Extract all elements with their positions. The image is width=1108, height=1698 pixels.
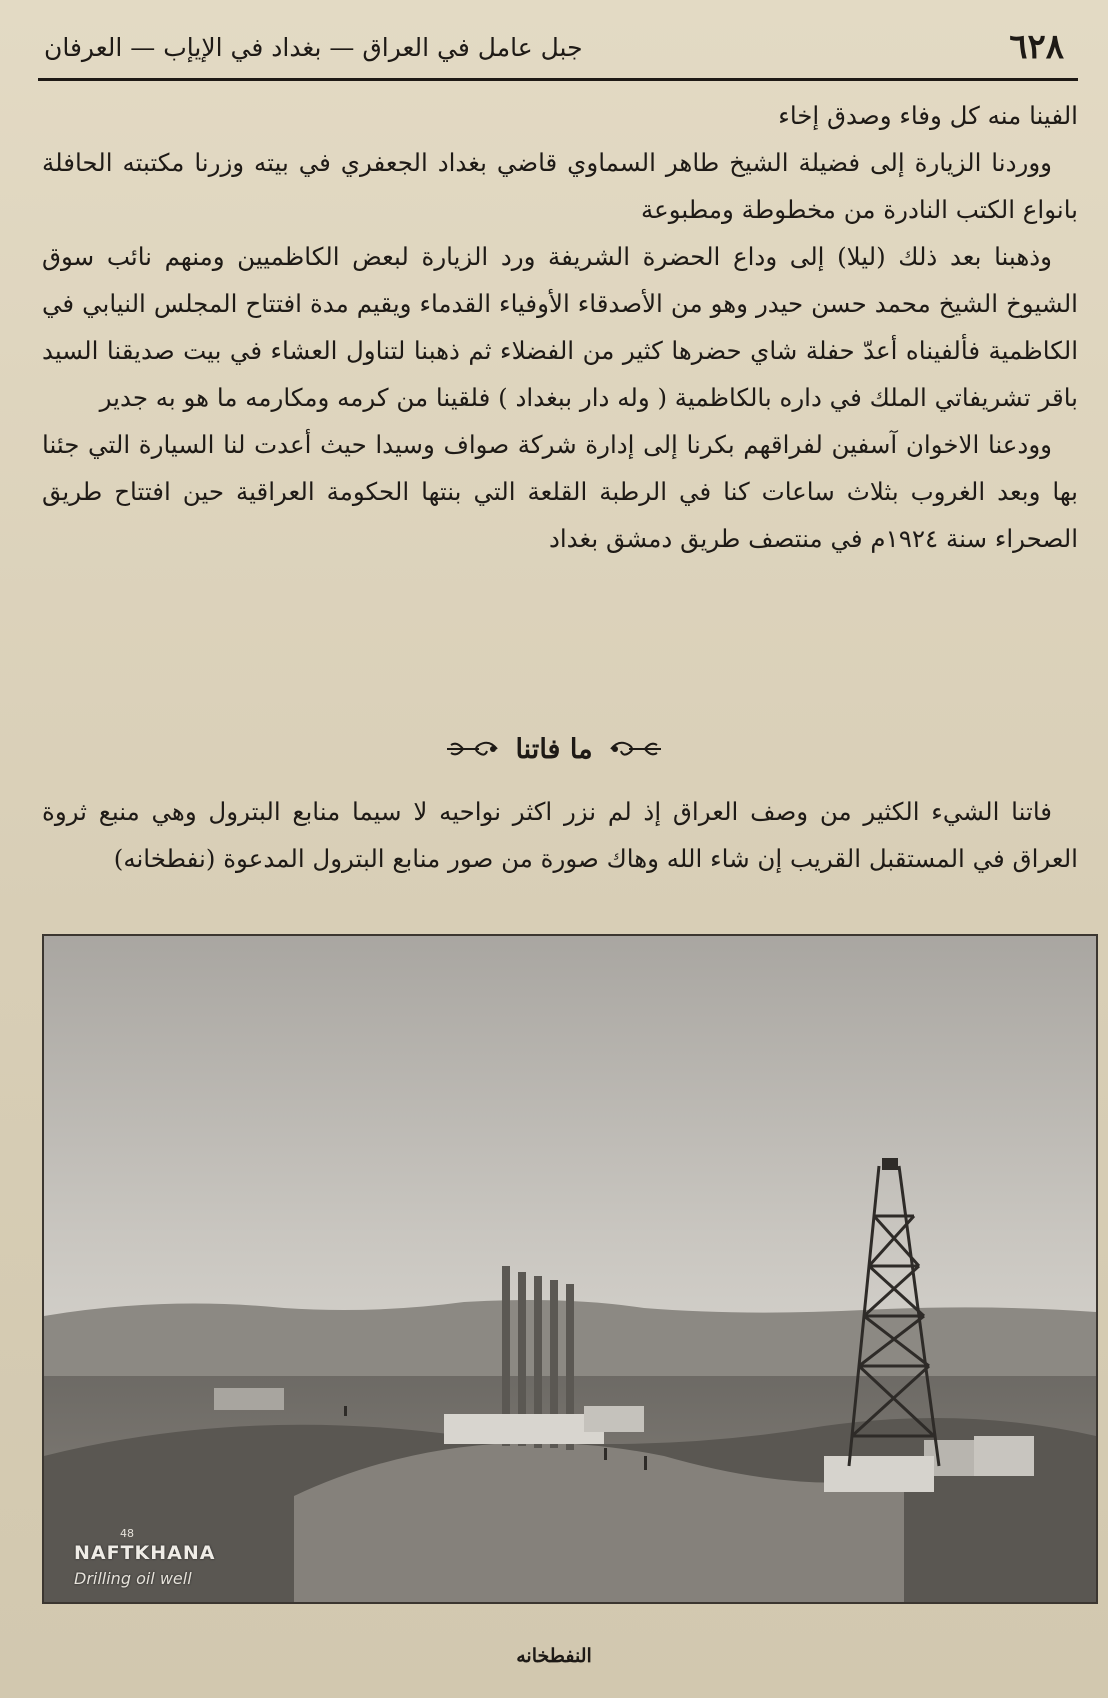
paragraph: ووردنا الزيارة إلى فضيلة الشيخ طاهر السماوي قاضي بغداد الجعفري في بيته وزرنا مكتبته الحافلة بانواع الكتب النادرة من مخطوطة ومطبوعة	[42, 148, 1078, 224]
paragraph: الفينا منه كل وفاء وصدق إخاء	[778, 101, 1078, 130]
section-heading	[0, 727, 1108, 771]
right-ornament-icon	[609, 735, 663, 763]
paragraph: وودعنا الاخوان آسفين لفراقهم بكرنا إلى إدارة شركة صواف وسيدا حيث أعدت لنا السيارة التي جئنا بها وبعد الغروب بثلاث ساعات كنا في الرطبة القلعة التي بنتها الحكومة العراقية حين افتتاح طريق الصحراء سنة ١٩٢٤م في منتصف طريق دمشق بغداد	[42, 430, 1078, 553]
paragraph: وذهبنا بعد ذلك (ليلا) إلى وداع الحضرة الشريفة ورد الزيارة لبعض الكاظميين ومنهم نائب سوق الشيوخ الشيخ محمد حسن حيدر وهو من الأصدقاء الأوفياء القدماء ويقيم مدة افتتاح المجلس النيابي في الكاظمية فألفيناه أعدّ حفلة شاي حضرها كثير من الفضلاء ثم ذهبنا لتناول العشاء في بيت صديقنا السيد باقر تشريفاتي الملك في داره بالكاظمية ( وله دار ببغداد ) فلقينا من كرمه ومكارمه ما هو به جدير	[42, 242, 1078, 412]
photo-caption: النفطخانه	[516, 1645, 592, 1667]
photo-sublabel: Drilling oil well	[74, 1569, 192, 1588]
paragraph: فاتنا الشيء الكثير من وصف العراق إذ لم نزر اكثر نواحيه لا سيما منابع البترول وهي منبع ثروة العراق في المستقبل القريب إن شاء الله وهاك صورة من صور منابع البترول المدعوة (نفطخانه)	[42, 797, 1078, 873]
section-body	[42, 788, 1078, 882]
section-title: ما فاتنا	[515, 733, 593, 765]
header-rule	[38, 78, 1078, 81]
article-body	[42, 92, 1078, 562]
photo-number: 48	[120, 1527, 134, 1540]
photo-label: NAFTKHANA	[74, 1542, 216, 1564]
running-title: جبل عامل في العراق — بغداد في الإيإب — العرفان	[44, 32, 583, 62]
oil-field-illustration	[44, 936, 1096, 1602]
oil-field-photo	[42, 934, 1098, 1604]
page-header	[30, 22, 1078, 72]
page-number: ٦٢٨	[1009, 27, 1064, 67]
left-ornament-icon	[445, 735, 499, 763]
